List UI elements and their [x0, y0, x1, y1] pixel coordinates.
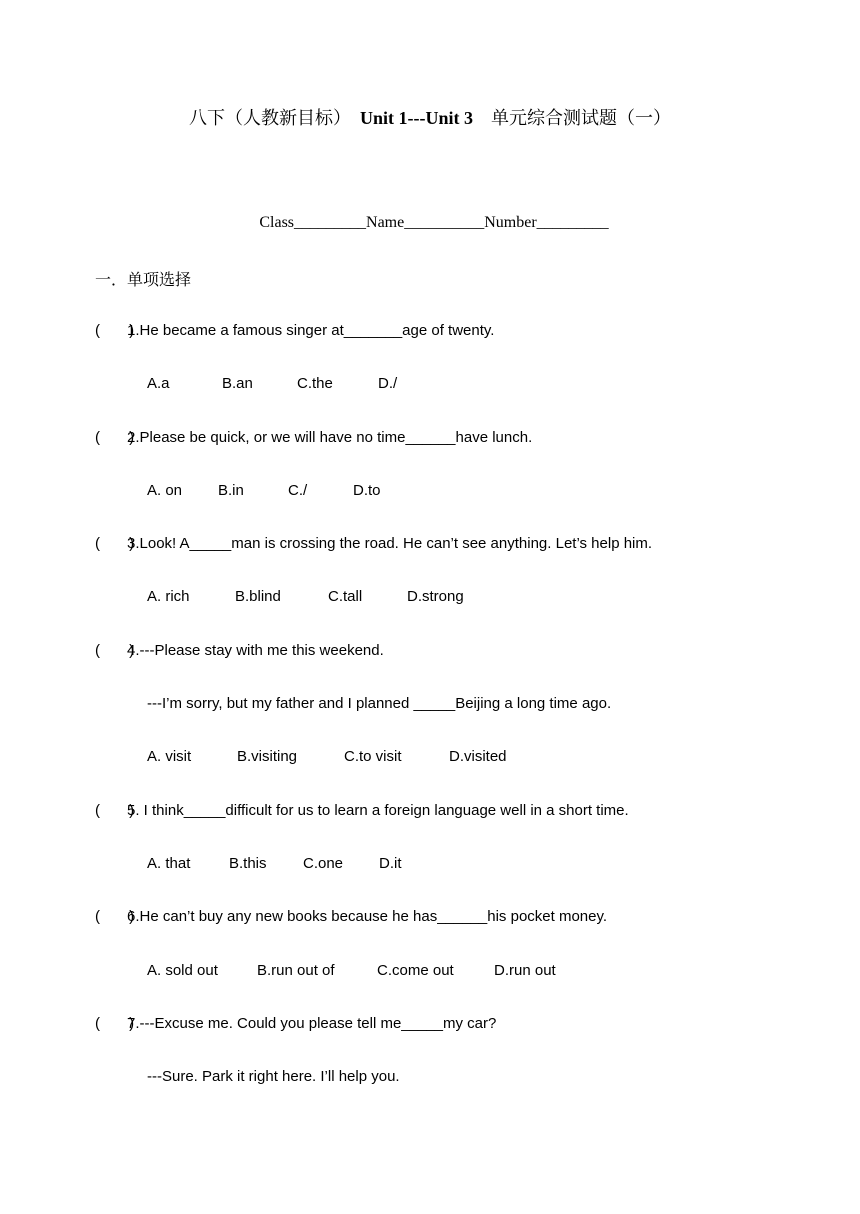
question-stem: 1.He became a famous singer at_______age of twenty. [127, 322, 495, 339]
option-c: C.come out [377, 962, 454, 979]
option-b: B.blind [235, 588, 281, 605]
question-stem: 4.---Please stay with me this weekend. [127, 642, 384, 659]
answer-blank: ( ) [95, 429, 135, 446]
option-a: A.a [147, 375, 170, 392]
answer-blank: ( ) [95, 1015, 135, 1032]
question-stem: 5. I think_____difficult for us to learn a foreign language well in a short time. [127, 802, 629, 819]
question-stem: 3.Look! A_____man is crossing the road. He can’t see anything. Let’s help him. [127, 535, 653, 552]
question-stem: 2.Please be quick, or we will have no time______have lunch. [127, 429, 533, 446]
option-a: A. on [147, 482, 183, 499]
answer-blank: ( ) [95, 908, 135, 925]
question-continuation: ---I’m sorry, but my father and I planned _____Beijing a long time ago. [147, 695, 612, 712]
option-d: D.to [353, 482, 381, 499]
student-info-line: Class_________Name__________Number_________ [259, 214, 609, 231]
option-b: B.visiting [237, 748, 298, 765]
option-d: D.run out [494, 962, 556, 979]
option-a: A. rich [147, 588, 190, 605]
option-a: A. sold out [147, 962, 218, 979]
option-d: D.strong [407, 588, 464, 605]
option-c: C.the [297, 375, 333, 392]
option-d: D./ [378, 375, 398, 392]
answer-blank: ( ) [95, 322, 135, 339]
option-b: B.run out of [257, 962, 335, 979]
answer-blank: ( ) [95, 535, 135, 552]
option-a: A. visit [147, 748, 192, 765]
question-stem: 7.---Excuse me. Could you please tell me_____my car? [127, 1015, 497, 1032]
answer-blank: ( ) [95, 802, 135, 819]
option-b: B.in [218, 482, 244, 499]
option-a: A. that [147, 855, 191, 872]
question-continuation: ---Sure. Park it right here. I’ll help you. [147, 1068, 400, 1085]
option-c: C./ [288, 482, 308, 499]
option-c: C.to visit [344, 748, 402, 765]
option-c: C.one [303, 855, 344, 872]
question-stem: 6.He can’t buy any new books because he has______his pocket money. [127, 908, 608, 925]
option-b: B.an [222, 375, 253, 392]
title-prefix: 八下（人教新目标） [189, 108, 351, 128]
option-d: D.it [379, 855, 402, 872]
title-suffix: 单元综合测试题（一） [491, 108, 671, 128]
section-heading: 一．单项选择 [95, 270, 192, 289]
page-title [0, 104, 860, 130]
title-units: Unit 1---Unit 3 [360, 108, 473, 128]
option-b: B.this [229, 855, 267, 872]
answer-blank: ( ) [95, 642, 135, 659]
option-d: D.visited [449, 748, 507, 765]
option-c: C.tall [328, 588, 363, 605]
